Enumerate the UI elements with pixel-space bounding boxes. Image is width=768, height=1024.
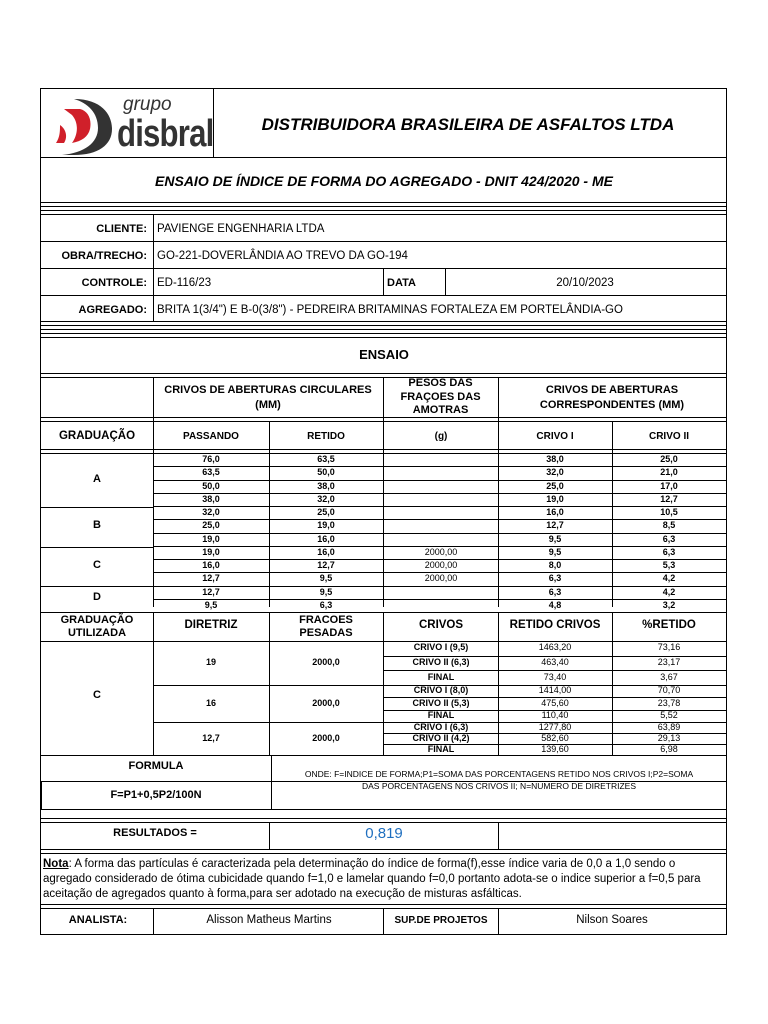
result-line-divider <box>383 656 726 657</box>
ensaio-cell-c1: 12,7 <box>546 520 564 531</box>
pct-value: 63,89 <box>657 721 681 732</box>
ensaio-cell-c2: 6,3 <box>662 533 676 544</box>
crivo-name: CRIVO II (6,3) <box>412 657 470 667</box>
ensaio-cell-g: 2000,00 <box>424 573 458 584</box>
formula-note-2: DAS PORCENTAGENS NOS CRIVOS II; N=NUMERO DE DIRETRIZES <box>361 781 637 791</box>
row-divider <box>153 493 726 494</box>
crivo-name: CRIVO I (8,0) <box>413 685 469 696</box>
row-divider <box>153 572 726 573</box>
row-divider <box>153 466 726 467</box>
ensaio-cell-p: 9,5 <box>204 599 218 610</box>
header-crivos-circulares: CRIVOS DE ABERTURAS CIRCULARES (MM) <box>164 384 372 411</box>
controle-value: ED-116/23 <box>157 277 212 289</box>
obra-value: GO-221-DOVERLÂNDIA AO TREVO DA GO-194 <box>157 250 408 262</box>
pct-value: 23,78 <box>657 697 681 708</box>
header-retido-crivos: RETIDO CRIVOS <box>509 619 601 631</box>
ensaio-title: ENSAIO <box>359 347 409 362</box>
fracao-value: 2000,0 <box>312 732 340 743</box>
pct-value: 6,98 <box>660 743 678 754</box>
test-title: ENSAIO DE ÍNDICE DE FORMA DO AGREGADO - DNIT 424/2020 - ME <box>155 173 613 189</box>
ensaio-cell-c1: 6,3 <box>548 573 562 584</box>
row-divider <box>153 586 726 587</box>
ensaio-cell-c1: 19,0 <box>546 493 564 504</box>
ensaio-cell-p: 38,0 <box>202 493 220 504</box>
ensaio-cell-c1: 4,8 <box>548 599 562 610</box>
crivo-name: FINAL <box>427 709 455 720</box>
ensaio-cell-c1: 16,0 <box>546 507 564 517</box>
crivo-name: CRIVO I (6,3) <box>413 721 469 732</box>
ensaio-cell-p: 25,0 <box>202 520 220 531</box>
header-diretriz: DIRETRIZ <box>184 619 238 631</box>
crivo-name: FINAL <box>427 671 455 682</box>
agregado-value: BRITA 1(3/4") E B-0(3/8") - PEDREIRA BRITAMINAS FORTALEZA EM PORTELÂNDIA-GO <box>157 304 623 316</box>
ensaio-cell-p: 32,0 <box>202 507 220 517</box>
ensaio-cell-c1: 38,0 <box>546 454 564 464</box>
ensaio-cell-p: 16,0 <box>202 560 220 570</box>
formula-note-1: ONDE: F=INDICE DE FORMA;P1=SOMA DAS PORCENTAGENS RETIDO NOS CRIVOS I;P2=SOMA <box>304 769 694 779</box>
retido-value: 110,40 <box>541 709 569 720</box>
ensaio-cell-c1: 9,5 <box>548 546 562 557</box>
pct-value: 29,13 <box>657 732 681 743</box>
ensaio-cell-c2: 3,2 <box>662 599 676 610</box>
ensaio-cell-r: 16,0 <box>317 533 335 544</box>
ensaio-cell-p: 12,7 <box>202 586 220 597</box>
ensaio-cell-r: 25,0 <box>317 507 335 517</box>
header-g: (g) <box>434 431 448 442</box>
diretriz-value: 19 <box>205 657 217 667</box>
formula-label: FORMULA <box>128 760 184 772</box>
data-value: 20/10/2023 <box>556 277 614 289</box>
ensaio-cell-p: 76,0 <box>202 454 220 464</box>
ensaio-cell-g: 2000,00 <box>424 546 458 557</box>
header-graduacao-utilizada: GRADUAÇÃO UTILIZADA <box>60 614 134 639</box>
header-retido: RETIDO <box>307 431 345 442</box>
pct-value: 70,70 <box>657 685 681 696</box>
sup-projetos-name: Nilson Soares <box>576 914 648 926</box>
group-c: C <box>93 559 101 571</box>
nota-label: Nota <box>43 858 69 870</box>
graduacao-utilizada-value: C <box>93 689 101 701</box>
pct-value: 73,16 <box>657 642 681 653</box>
ensaio-cell-r: 9,5 <box>319 573 333 584</box>
ensaio-cell-r: 9,5 <box>319 586 333 597</box>
header-crivos-correspondentes: CRIVOS DE ABERTURAS CORRESPONDENTES (MM) <box>539 384 685 411</box>
pct-value: 3,67 <box>660 671 678 682</box>
obra-label: OBRA/TRECHO: <box>61 250 147 262</box>
ensaio-cell-c1: 8,0 <box>548 560 562 570</box>
ensaio-cell-p: 19,0 <box>202 533 220 544</box>
ensaio-cell-c2: 4,2 <box>662 586 676 597</box>
ensaio-cell-p: 50,0 <box>202 480 220 491</box>
retido-value: 139,60 <box>541 743 569 754</box>
result-line-divider <box>383 744 726 745</box>
nota-paragraph <box>43 857 723 902</box>
crivo-name: FINAL <box>427 743 455 754</box>
row-divider <box>153 519 726 520</box>
header-crivo-1: CRIVO I <box>536 431 574 442</box>
analista-label: ANALISTA: <box>68 914 128 926</box>
ensaio-cell-r: 50,0 <box>317 467 335 478</box>
retido-value: 73,40 <box>543 671 567 682</box>
header-fracoes-pesadas: FRACOES PESADAS <box>299 614 353 639</box>
group-b: B <box>93 519 101 531</box>
ensaio-cell-c2: 25,0 <box>660 454 678 464</box>
ensaio-cell-c2: 6,3 <box>662 546 676 557</box>
pct-value: 5,52 <box>660 709 678 720</box>
fracao-value: 2000,0 <box>312 657 340 667</box>
ensaio-cell-p: 63,5 <box>202 467 220 478</box>
ensaio-cell-c2: 17,0 <box>660 480 678 491</box>
ensaio-cell-c2: 21,0 <box>660 467 678 478</box>
ensaio-cell-p: 19,0 <box>202 546 220 557</box>
resultados-value: 0,819 <box>365 825 403 842</box>
ensaio-cell-r: 6,3 <box>319 599 333 610</box>
ensaio-cell-c2: 4,2 <box>662 573 676 584</box>
retido-value: 475,60 <box>541 697 569 708</box>
diretriz-value: 12,7 <box>202 732 220 743</box>
header-pct-retido: %RETIDO <box>642 619 696 631</box>
crivo-name: CRIVO II (5,3) <box>412 697 470 708</box>
retido-value: 582,60 <box>541 732 569 743</box>
retido-value: 1277,80 <box>538 721 572 732</box>
ensaio-cell-r: 12,7 <box>317 560 335 570</box>
report-sheet <box>40 88 727 935</box>
logo-small-text: grupo <box>123 94 172 115</box>
group-a: A <box>93 473 101 485</box>
disbral-logo-icon <box>54 95 114 157</box>
ensaio-cell-r: 63,5 <box>317 454 335 464</box>
result-line-divider <box>383 710 726 711</box>
ensaio-cell-c2: 12,7 <box>660 493 678 504</box>
row-divider <box>153 599 726 600</box>
ensaio-cell-r: 32,0 <box>317 493 335 504</box>
row-divider <box>153 559 726 560</box>
company-title: DISTRIBUIDORA BRASILEIRA DE ASFALTOS LTDA <box>261 115 675 134</box>
ensaio-cell-c1: 6,3 <box>548 586 562 597</box>
ensaio-cell-c1: 25,0 <box>546 480 564 491</box>
controle-label: CONTROLE: <box>81 277 147 289</box>
formula-expression: F=P1+0,5P2/100N <box>110 789 202 801</box>
header-pesos: PESOS DAS FRAÇOES DAS AMOTRAS <box>400 377 481 416</box>
row-divider <box>153 546 726 547</box>
ensaio-cell-c2: 5,3 <box>662 560 676 570</box>
ensaio-cell-r: 19,0 <box>317 520 335 531</box>
ensaio-cell-c1: 32,0 <box>546 467 564 478</box>
crivo-name: CRIVO I (9,5) <box>413 642 469 653</box>
retido-value: 1463,20 <box>538 642 572 653</box>
analista-name: Alisson Matheus Martins <box>206 914 332 926</box>
agregado-label: AGREGADO: <box>78 304 147 316</box>
header-graduacao: GRADUAÇÃO <box>58 430 136 442</box>
header-crivos: CRIVOS <box>418 619 464 631</box>
sup-projetos-label: SUP.DE PROJETOS <box>394 915 488 926</box>
nota-text-2: agregado considerado de ótima cubicidade quando f=1,0 e lamelar quando f=0,0 portanto adota-se o indice superior a f=0,5 para <box>43 873 701 885</box>
ensaio-cell-r: 38,0 <box>317 480 335 491</box>
resultados-label: RESULTADOS = <box>113 827 197 839</box>
header-crivo-2: CRIVO II <box>648 431 690 442</box>
result-line-divider <box>383 670 726 671</box>
nota-text-1: : A forma das partículas é caracterizada pela determinação do índice de forma(f),esse índice varia de 0,0 a 1,0 sendo o <box>68 858 676 870</box>
ensaio-cell-c1: 9,5 <box>548 533 562 544</box>
row-divider <box>153 533 726 534</box>
diretriz-value: 16 <box>205 697 217 708</box>
header-passando: PASSANDO <box>183 431 239 442</box>
cliente-value: PAVIENGE ENGENHARIA LTDA <box>157 223 325 235</box>
nota-text-3: aceitação de agregados quanto à forma,para ser adotado na execução de misturas asfálticas. <box>43 888 522 900</box>
group-d: D <box>93 591 101 603</box>
row-divider <box>153 480 726 481</box>
result-line-divider <box>383 697 726 698</box>
ensaio-cell-c2: 10,5 <box>660 507 678 517</box>
fracao-value: 2000,0 <box>312 697 340 708</box>
retido-value: 463,40 <box>541 657 569 667</box>
crivo-name: CRIVO II (4,2) <box>412 732 470 743</box>
pct-value: 23,17 <box>657 657 681 667</box>
cliente-label: CLIENTE: <box>96 223 147 235</box>
ensaio-cell-g: 2000,00 <box>424 560 458 570</box>
data-label: DATA <box>387 277 416 289</box>
ensaio-cell-c2: 8,5 <box>662 520 676 531</box>
logo-big-text: disbral <box>117 113 214 155</box>
ensaio-cell-r: 16,0 <box>317 546 335 557</box>
row-divider <box>153 506 726 507</box>
ensaio-cell-p: 12,7 <box>202 573 220 584</box>
result-line-divider <box>383 733 726 734</box>
retido-value: 1414,00 <box>538 685 572 696</box>
